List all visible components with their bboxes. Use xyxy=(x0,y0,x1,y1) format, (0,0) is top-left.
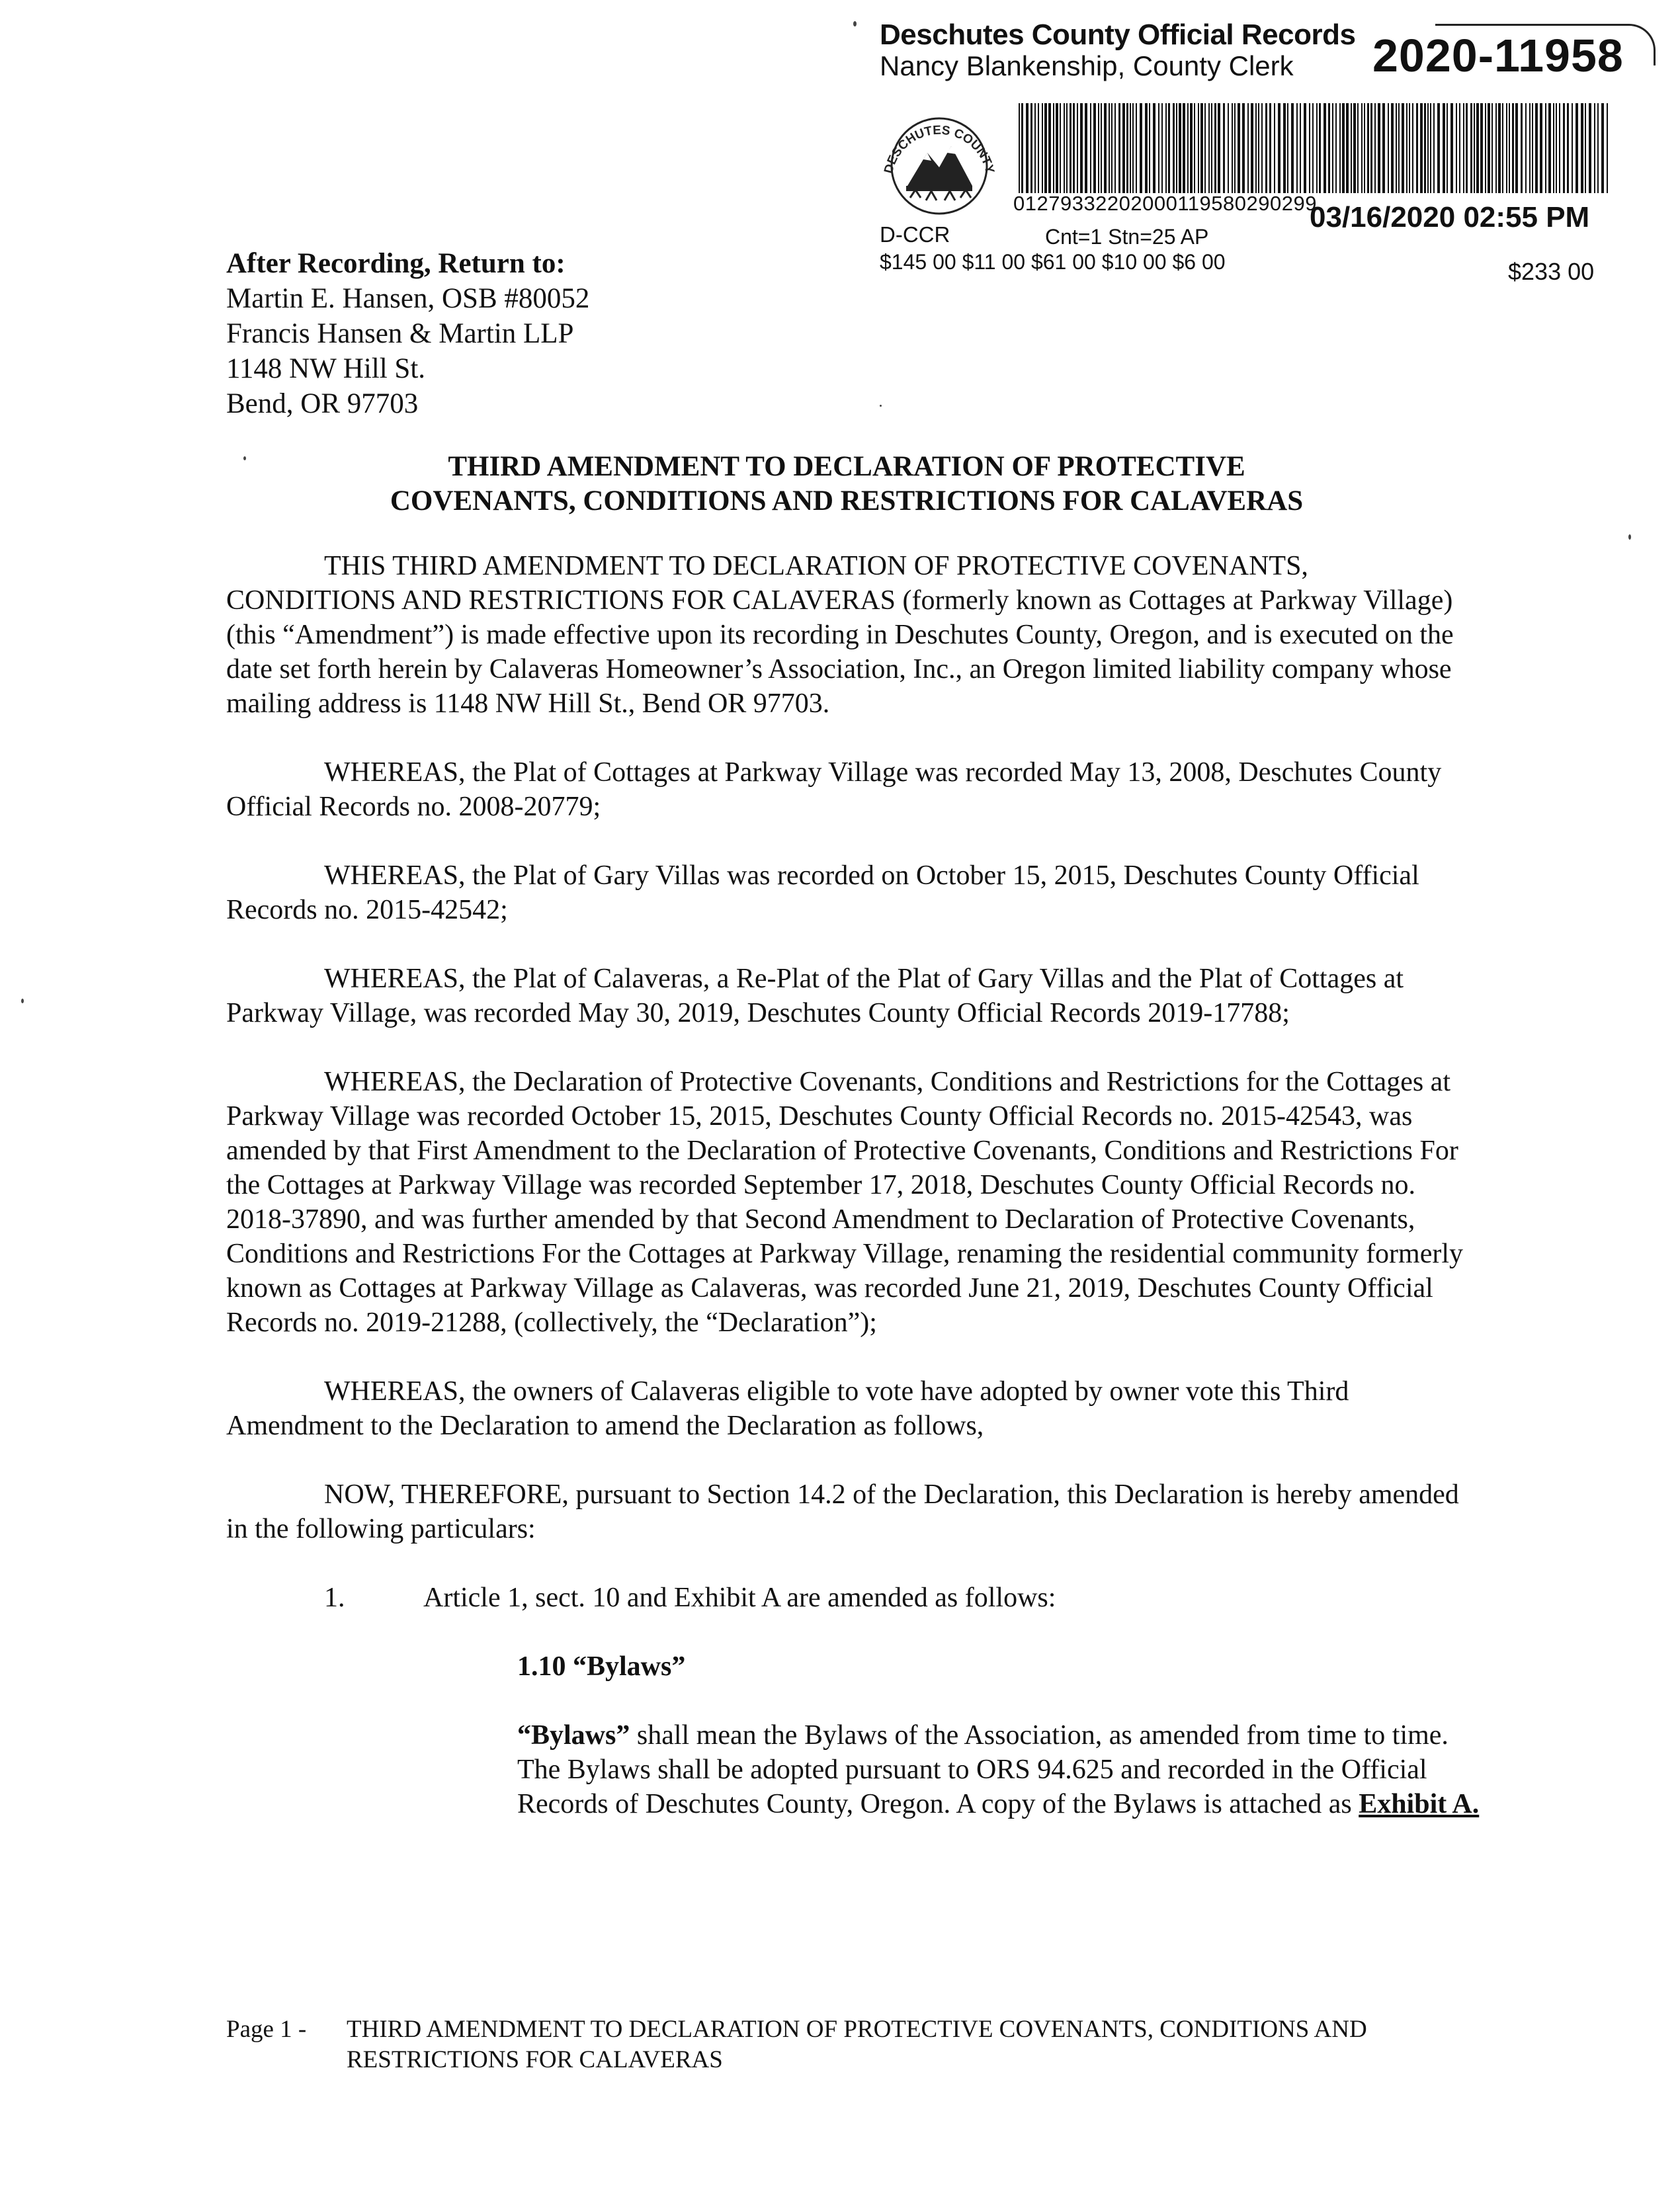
barcode-bar xyxy=(1158,103,1159,193)
barcode-bar xyxy=(1589,103,1591,193)
barcode-bar xyxy=(1077,103,1078,193)
barcode-bar xyxy=(1572,103,1573,193)
title-line-2: COVENANTS, CONDITIONS AND RESTRICTIONS FOR CALAVERAS xyxy=(390,485,1304,517)
barcode-bar xyxy=(1291,103,1294,193)
barcode-bar xyxy=(1278,103,1281,193)
barcode-bar xyxy=(1080,103,1083,193)
barcode-bar xyxy=(1480,103,1483,193)
recording-datetime: 03/16/2020 02:55 PM xyxy=(1310,201,1590,233)
barcode-bar xyxy=(1585,103,1586,193)
barcode-bar xyxy=(1073,103,1075,193)
barcode-bar xyxy=(1122,103,1125,193)
barcode-bar xyxy=(1433,103,1435,193)
barcode-bar xyxy=(1251,103,1253,193)
barcode-bar xyxy=(1242,103,1245,193)
barcode-bar xyxy=(1509,103,1510,193)
barcode-bar xyxy=(1525,103,1527,193)
barcode-bar xyxy=(1136,103,1137,193)
definition-text: shall mean the Bylaws of the Association, as amended from time to time. The Bylaws shall be adopted pursuant to ORS 94.625 and recorded in the Official Records of Deschutes County, Oregon. A copy of the Bylaws is attached as xyxy=(517,1720,1449,1819)
scan-speck xyxy=(1628,534,1631,540)
barcode-bar xyxy=(1406,103,1407,193)
station-count: Cnt=1 Stn=25 AP xyxy=(1045,225,1209,249)
barcode-bar xyxy=(1420,103,1423,193)
barcode-bar xyxy=(1545,103,1546,193)
whereas-paragraph: WHEREAS, the Plat of Gary Villas was recorded on October 15, 2015, Deschutes County Official Records no. 2015-42542; xyxy=(226,860,1419,925)
barcode-bar xyxy=(1402,103,1404,193)
barcode-bar xyxy=(1447,103,1448,193)
barcode-bar xyxy=(1187,103,1189,193)
page-number: Page 1 - xyxy=(226,2016,307,2043)
barcode-bar xyxy=(1194,103,1195,193)
whereas-paragraph: WHEREAS, the Declaration of Protective Covenants, Conditions and Restrictions for the Cottages at Parkway Village was recorded October 15, 2015, Deschutes County Official Records no. 2015-42543, was amended by that First Amendment to the Declaration of Protective Covenants, Conditions and Restrictions For the Cottages at Parkway Village was recorded September 17, 2018, Deschutes County Official Records no. 2018-37890, and was further amended by that Second Amendment to Declaration of Protective Covenants, Conditions and Restrictions For the Cottages at Parkway Village, renaming the residential community formerly known as Cottages at Parkway Village as Calaveras, was recorded June 21, 2019, Deschutes County Official Records no. 2019-21288, (collectively, the “Declaration”); xyxy=(226,1067,1464,1338)
barcode-bar xyxy=(1491,103,1493,193)
barcode-bar xyxy=(1234,103,1236,193)
barcode-bar xyxy=(1370,103,1372,193)
barcode-bar xyxy=(1398,103,1400,193)
barcode-bar xyxy=(1287,103,1288,193)
barcode-bar xyxy=(1502,103,1503,193)
barcode-bar xyxy=(1437,103,1440,193)
barcode-bar xyxy=(1498,103,1501,193)
barcode-bar xyxy=(1053,103,1054,193)
barcode-bar xyxy=(1101,103,1102,193)
barcode-bar xyxy=(1066,103,1068,193)
barcode-bar xyxy=(1575,103,1578,193)
barcode-bar xyxy=(1126,103,1128,193)
barcode-bar xyxy=(1042,103,1043,193)
barcode-bar xyxy=(1085,103,1087,193)
barcode-bar xyxy=(1488,103,1490,193)
barcode-bar xyxy=(1060,103,1061,193)
barcode-bar xyxy=(1459,103,1460,193)
barcode-bar xyxy=(1161,103,1163,193)
barcode-bar xyxy=(1214,103,1216,193)
barcode-bar xyxy=(1274,103,1275,193)
return-to-line: 1148 NW Hill St. xyxy=(226,353,426,384)
barcode-bar xyxy=(1512,103,1514,193)
barcode-bar xyxy=(1396,103,1397,193)
barcode-bar xyxy=(1601,103,1604,193)
barcode-bar xyxy=(1443,103,1445,193)
item-text: Article 1, sect. 10 and Exhibit A are amended as follows: xyxy=(423,1583,1056,1613)
barcode-bar xyxy=(1269,103,1271,193)
bylaws-definition xyxy=(517,1718,1483,1821)
barcode-bar xyxy=(1038,103,1039,193)
barcode-bar xyxy=(1104,103,1107,193)
barcode-bar xyxy=(1367,103,1369,193)
whereas-paragraph: WHEREAS, the Plat of Cottages at Parkway Village was recorded May 13, 2008, Deschutes County Official Records no. 2008-20779; xyxy=(226,757,1442,822)
barcode-bar xyxy=(1130,103,1131,193)
return-to-line: Bend, OR 97703 xyxy=(226,388,419,419)
barcode-bar xyxy=(1495,103,1497,193)
barcode-bar xyxy=(1296,103,1298,193)
barcode-bar xyxy=(1168,103,1170,193)
barcode-bar xyxy=(1339,103,1341,193)
county-seal-icon xyxy=(873,101,1005,217)
barcode-bar xyxy=(1553,103,1554,193)
barcode-bar xyxy=(1342,103,1345,193)
barcode-bar xyxy=(1265,103,1267,193)
barcode-bar xyxy=(1474,103,1475,193)
barcode-bar xyxy=(1521,103,1523,193)
recording-stamp xyxy=(866,19,1647,283)
barcode-bar xyxy=(1353,103,1356,193)
barcode-bar xyxy=(1218,103,1220,193)
barcode-bar xyxy=(1335,103,1337,193)
scan-speck xyxy=(853,21,857,26)
barcode-bar xyxy=(1153,103,1155,193)
section-heading: 1.10 “Bylaws” xyxy=(517,1651,686,1682)
barcode-bar xyxy=(1149,103,1150,193)
scan-speck xyxy=(880,405,882,407)
return-to-block xyxy=(226,246,589,421)
barcode-bar xyxy=(1456,103,1457,193)
barcode-bar xyxy=(1532,103,1533,193)
barcode-bar xyxy=(1567,103,1569,193)
barcode-bar xyxy=(1316,103,1318,193)
barcode-bar xyxy=(1132,103,1134,193)
barcode-bar xyxy=(1332,103,1333,193)
barcode-bar xyxy=(1176,103,1177,193)
barcode-bar xyxy=(1309,103,1310,193)
barcode-bar xyxy=(1223,103,1225,193)
record-number: 2020-11958 xyxy=(1372,30,1624,81)
barcode-bar xyxy=(1409,103,1410,193)
barcode-bar xyxy=(1594,103,1595,193)
barcode-bar xyxy=(1424,103,1426,193)
return-to-line: Francis Hansen & Martin LLP xyxy=(226,318,574,349)
barcode-bar xyxy=(1228,103,1229,193)
barcode-bar xyxy=(1515,103,1518,193)
barcode-bar xyxy=(1559,103,1560,193)
barcode-bar xyxy=(1364,103,1365,193)
barcode-bar xyxy=(1548,103,1551,193)
item-number: 1. xyxy=(324,1583,345,1613)
barcode-bar xyxy=(1485,103,1486,193)
barcode-bar xyxy=(1304,103,1306,193)
barcode-bar xyxy=(1048,103,1051,193)
barcode-bar xyxy=(1090,103,1091,193)
barcode-bar xyxy=(1261,103,1263,193)
barcode-bar xyxy=(1361,103,1363,193)
scan-speck xyxy=(21,999,24,1003)
barcode-bar xyxy=(1232,103,1233,193)
barcode-bar xyxy=(1540,103,1542,193)
page-footer xyxy=(226,2014,1483,2075)
barcode-bar xyxy=(1026,103,1029,193)
barcode-bar xyxy=(1140,103,1142,193)
document-title xyxy=(225,450,1468,518)
barcode-bar xyxy=(1319,103,1321,193)
barcode-bar xyxy=(1382,103,1385,193)
title-line-1: THIRD AMENDMENT TO DECLARATION OF PROTECTIVE xyxy=(448,451,1245,482)
barcode-bar xyxy=(1556,103,1557,193)
barcode-bar xyxy=(1535,103,1538,193)
barcode-bar xyxy=(1328,103,1330,193)
barcode-bar xyxy=(1357,103,1359,193)
barcode-bar xyxy=(1204,103,1206,193)
barcode-bar xyxy=(1238,103,1240,193)
whereas-paragraph: WHEREAS, the owners of Calaveras eligible to vote have adopted by owner vote this Third Amendment to the Declaration to amend the Declaration as follows, xyxy=(226,1376,1349,1441)
recording-total: $233 00 xyxy=(1508,258,1595,285)
document-code: D-CCR xyxy=(880,222,950,247)
barcode-bar xyxy=(1070,103,1071,193)
barcode-bar xyxy=(1019,103,1020,193)
barcode-bar xyxy=(1198,103,1199,193)
barcode-bar xyxy=(1597,103,1599,193)
barcode-bar xyxy=(1563,103,1565,193)
amendment-item xyxy=(226,1581,1483,1615)
return-to-line: Martin E. Hansen, OSB #80052 xyxy=(226,283,590,314)
return-to-heading: After Recording, Return to: xyxy=(226,248,566,279)
barcode-bar xyxy=(1118,103,1120,193)
scan-speck xyxy=(243,456,246,460)
barcode-bar xyxy=(1258,103,1259,193)
barcode-bar xyxy=(1056,103,1058,193)
barcode-bar xyxy=(1109,103,1110,193)
barcode-bar xyxy=(1283,103,1286,193)
barcode-bar xyxy=(1378,103,1380,193)
barcode-bar xyxy=(1388,103,1389,193)
document-body xyxy=(226,549,1483,1821)
defined-term: “Bylaws” xyxy=(517,1720,630,1751)
barcode-bar xyxy=(1190,103,1193,193)
barcode-bar xyxy=(1506,103,1507,193)
now-therefore-paragraph: NOW, THEREFORE, pursuant to Section 14.2 of the Declaration, this Declaration is hereby amended in the following particulars: xyxy=(226,1479,1459,1544)
barcode-bar xyxy=(1255,103,1257,193)
stamp-clerk-name: Nancy Blankenship, County Clerk xyxy=(880,50,1294,81)
barcode-bar xyxy=(1034,103,1036,193)
exhibit-reference: Exhibit A. xyxy=(1359,1789,1480,1819)
barcode-bar xyxy=(1183,103,1185,193)
preamble-paragraph: THIS THIRD AMENDMENT TO DECLARATION OF PROTECTIVE COVENANTS, CONDITIONS AND RESTRICTIONS FOR CALAVERAS (formerly known as Cottages at Parkway Village) (this “Amendment”) is made effective upon its recording in Deschutes County, Oregon, and is executed on the date set forth herein by Calaveras Homeowner’s Association, Inc., an Oregon limited liability company whose mailing address is 1148 NW Hill St., Bend OR 97703. xyxy=(226,551,1454,719)
barcode-bar xyxy=(1098,103,1099,193)
footer-title: THIRD AMENDMENT TO DECLARATION OF PROTECTIVE COVENANTS, CONDITIONS AND RESTRICTIONS FOR CALAVERAS xyxy=(347,2016,1367,2073)
barcode-bar xyxy=(1323,103,1326,193)
barcode-bar xyxy=(1208,103,1210,193)
barcode-bar xyxy=(1312,103,1314,193)
seal-label: DESCHUTES COUNTY xyxy=(882,123,997,175)
barcode-bar xyxy=(1529,103,1531,193)
barcode-bar xyxy=(1416,103,1418,193)
barcode-bar xyxy=(1466,103,1468,193)
barcode-bar xyxy=(1021,103,1023,193)
barcode-digits: 01279332202000119580290299 xyxy=(1013,192,1317,215)
stamp-office-name: Deschutes County Official Records xyxy=(880,19,1356,51)
barcode-bar xyxy=(1165,103,1167,193)
barcode-bar xyxy=(1044,103,1047,193)
barcode-bar xyxy=(1200,103,1203,193)
barcode-bar xyxy=(1064,103,1065,193)
barcode-bar xyxy=(1476,103,1479,193)
barcode-bar xyxy=(1581,103,1583,193)
barcode-bar xyxy=(1450,103,1453,193)
barcode-bar xyxy=(1470,103,1472,193)
barcode-bar xyxy=(1300,103,1301,193)
barcode-bar xyxy=(1179,103,1181,193)
barcode-bar xyxy=(1427,103,1429,193)
barcode-bar xyxy=(1114,103,1116,193)
barcode-bar xyxy=(1374,103,1376,193)
barcode xyxy=(1017,103,1613,193)
whereas-paragraph: WHEREAS, the Plat of Calaveras, a Re-Plat of the Plat of Gary Villas and the Plat of Cottages at Parkway Village, was recorded May 30, 2019, Deschutes County Official Records 2019-17788; xyxy=(226,964,1404,1028)
barcode-bar xyxy=(1607,103,1608,193)
barcode-bar xyxy=(1211,103,1212,193)
section-1-10 xyxy=(517,1649,1483,1821)
barcode-bar xyxy=(1247,103,1249,193)
barcode-bar xyxy=(1030,103,1032,193)
barcode-bar xyxy=(1093,103,1096,193)
recording-fees: $145 00 $11 00 $61 00 $10 00 $6 00 xyxy=(880,250,1226,274)
barcode-bar xyxy=(1391,103,1394,193)
barcode-bar xyxy=(1173,103,1175,193)
barcode-bar xyxy=(1430,103,1431,193)
barcode-bar xyxy=(1351,103,1352,193)
barcode-bar xyxy=(1412,103,1413,193)
barcode-bar xyxy=(1111,103,1113,193)
barcode-bar xyxy=(1463,103,1464,193)
barcode-bar xyxy=(1145,103,1148,193)
barcode-bar xyxy=(1346,103,1349,193)
